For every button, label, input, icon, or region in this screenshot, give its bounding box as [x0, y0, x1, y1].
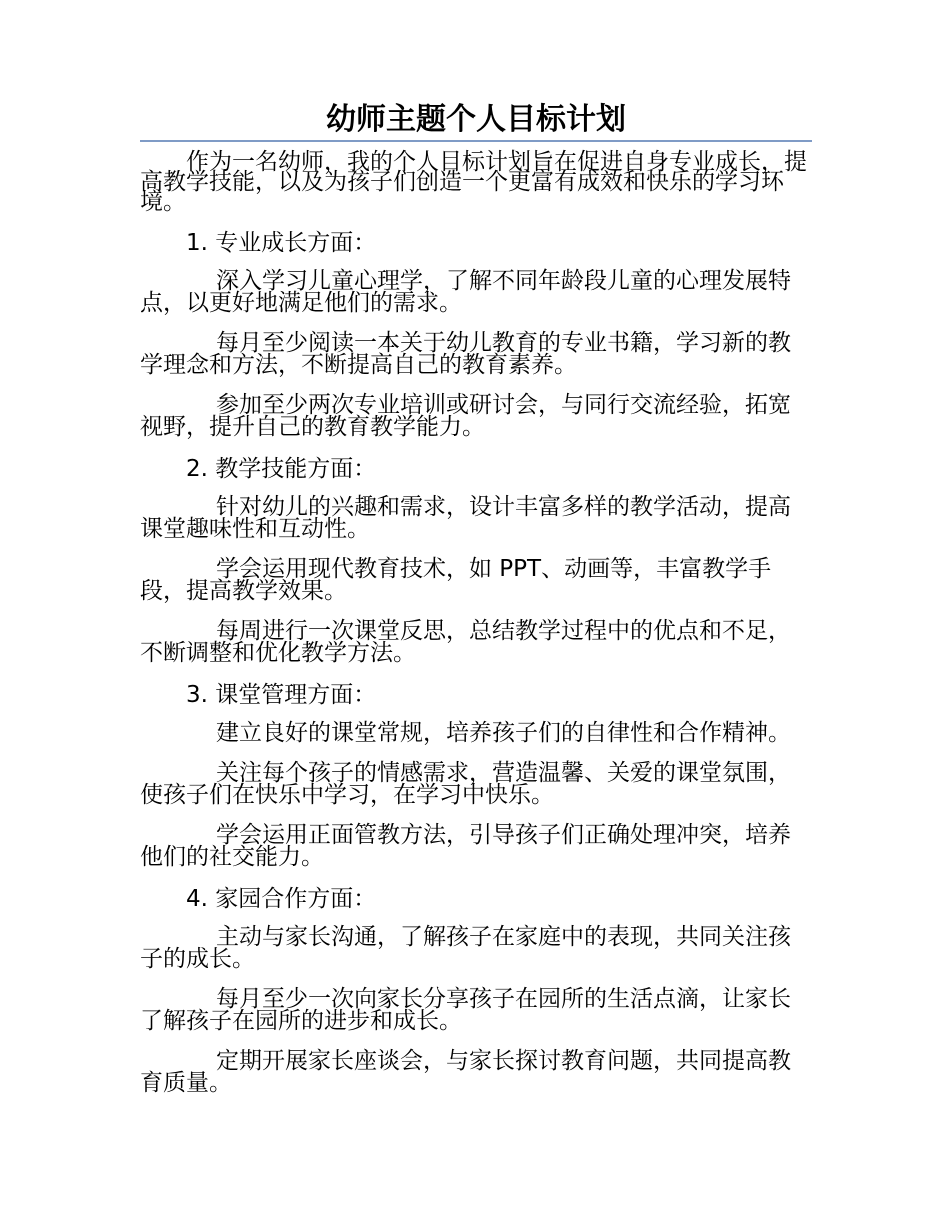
list-item: 每月至少阅读一本关于幼儿教育的专业书籍，学习新的教学理念和方法，不断提高自己的教育素养。 — [140, 330, 791, 378]
list-item: 定期开展家长座谈会，与家长探讨教育问题，共同提高教育质量。 — [140, 1048, 791, 1096]
list-item: 学会运用正面管教方法，引导孩子们正确处理冲突，培养他们的社交能力。 — [140, 822, 791, 870]
title-underline — [140, 140, 812, 142]
list-item: 每周进行一次课堂反思，总结教学过程中的优点和不足，不断调整和优化教学方法。 — [140, 618, 791, 666]
list-item: 主动与家长沟通，了解孩子在家庭中的表现，共同关注孩子的成长。 — [140, 924, 791, 972]
list-item: 关注每个孩子的情感需求，营造温馨、关爱的课堂氛围，使孩子们在快乐中学习，在学习中快乐。 — [140, 760, 791, 808]
list-item: 每月至少一次向家长分享孩子在园所的生活点滴，让家长了解孩子在园所的进步和成长。 — [140, 986, 791, 1034]
section-heading: 2. 教学技能方面： — [186, 456, 377, 482]
section-heading: 1. 专业成长方面： — [186, 230, 377, 256]
intro-paragraph: 作为一名幼师，我的个人目标计划旨在促进自身专业成长，提高教学技能，以及为孩子们创造一个更富有成效和快乐的学习环境。 — [140, 149, 807, 215]
list-item: 参加至少两次专业培训或研讨会，与同行交流经验，拓宽视野，提升自己的教育教学能力。 — [140, 392, 791, 440]
section-professional-growth — [140, 230, 812, 438]
document-page — [140, 100, 812, 1112]
list-item: 学会运用现代教育技术，如 PPT、动画等，丰富教学手段，提高教学效果。 — [140, 556, 772, 604]
section-teaching-skills — [140, 456, 812, 664]
list-item: 深入学习儿童心理学，了解不同年龄段儿童的心理发展特点，以更好地满足他们的需求。 — [140, 268, 791, 316]
section-heading: 4. 家园合作方面： — [186, 886, 377, 912]
section-home-school-cooperation — [140, 886, 812, 1094]
list-item: 建立良好的课堂常规，培养孩子们的自律性和合作精神。 — [216, 720, 791, 746]
section-classroom-management — [140, 682, 812, 868]
list-item: 针对幼儿的兴趣和需求，设计丰富多样的教学活动，提高课堂趣味性和互动性。 — [140, 494, 791, 542]
section-heading: 3. 课堂管理方面： — [186, 682, 377, 708]
document-title: 幼师主题个人目标计划 — [326, 102, 626, 137]
